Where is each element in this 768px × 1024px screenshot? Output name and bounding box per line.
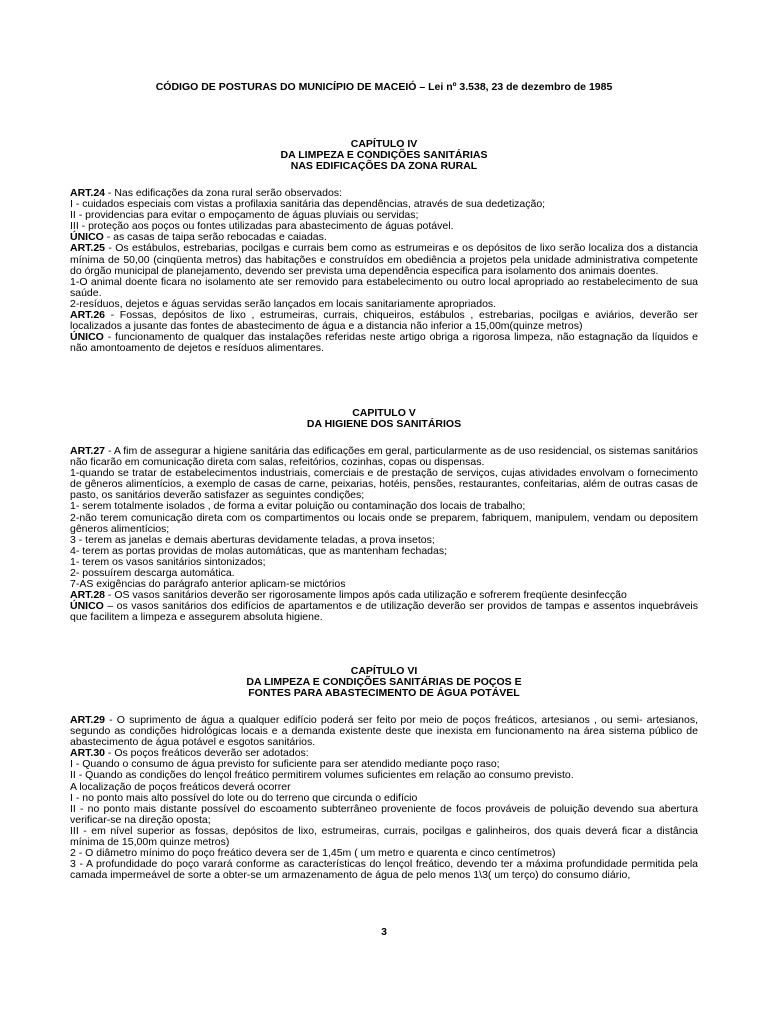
paragraph [70,310,698,332]
paragraph-text: - Os poços freáticos deverão ser adotados: [105,747,309,760]
paragraph-text: II - no ponto mais distante possível do escoamento subterrâneo proveniente de focos prováveis de poluição devendo sua abertura verificar-se na direção oposta; [70,802,698,826]
paragraph-text: 3 - terem as janelas e demais aberturas devidamente teladas, a prova insetos; [70,533,435,546]
chapter-iv-body [70,188,698,354]
paragraph-text: III - proteção aos poços ou fontes utilizadas para abastecimento de águas potável. [70,220,454,233]
paragraph-text: 2-resíduos, dejetos e águas servidas serão lançados em locais sanitariamente apropriados. [70,297,497,310]
paragraph [70,243,698,276]
document-title: CÓDIGO DE POSTURAS DO MUNICÍPIO DE MACEIÓ – Lei nº 3.538, 23 de dezembro de 1985 [155,81,613,93]
paragraph-text: I - no ponto mais alto possível do lote ou do terreno que circunda o edifício [70,791,418,804]
paragraph [70,513,698,535]
article-label: ART.26 [70,309,106,322]
paragraph-text: 3 - A profundidade do poço varará conforme as características do lençol freático, devendo ter a máxima profundidade permitida pela camada impermeável de sorte a obter-se um armazenamento de água de pelo menos 1\3( um terço) do consumo diário, [70,858,698,882]
chapter-heading-line: NAS EDIFICAÇÕES DA ZONA RURAL [290,160,478,173]
paragraph-text: 7-AS exigências do parágrafo anterior aplicam-se mictórios [70,578,346,591]
article-label: ART.30 [70,747,106,760]
paragraph-text: - O suprimento de água a qualquer edifício poderá ser feito por meio de poços freáticos, artesianos , ou semi- artesianos, segundo as condições hidrológicas locais e a demanda existente deste que inexista em funcionamento na área sistema público de abastecimento de água potável e esgotos sanitários. [70,714,698,749]
paragraph-text: 2 - O diâmetro mínimo do poço freático devera ser de 1,45m ( um metro e quarenta e cinco centímetros) [70,847,556,860]
article-label: ÚNICO [70,331,104,344]
chapter-heading-line: CAPITULO V [352,407,416,419]
paragraph-text: - Fossas, depósitos de lixo , estrumeiras, currais, chiqueiros, estábulos , estrebarias, pocilgas e aviários, deverão ser localizados a jusante das fontes de abastecimento de água e a distancia não inferior a 15,00m(quinze metros) [70,309,698,333]
paragraph-text: III - em nível superior as fossas, depósitos de lixo, estrumeiras, currais, pocilgas e galinheiros, dos quais deverá ficar a distância mínima de 15,00m quinze metros) [70,824,698,849]
chapter-heading-line: CAPÍTULO IV [350,138,418,150]
page-number: 3 [381,926,387,938]
chapter-iv-heading [60,139,708,172]
paragraph-text: II - Quando as condições do lençol freático permitirem volumes suficientes em relação ao consumo previsto. [70,769,574,782]
paragraph [70,601,698,623]
chapter-heading-line: DA LIMPEZA E CONDIÇÕES SANITÁRIAS [280,149,488,162]
paragraph-text: – os vasos sanitários dos edifícios de apartamentos e de utilização deverão ser providos de tampas e assentos inquebráveis que facilitem a limpeza e assegurem absoluta higiene. [70,600,698,624]
paragraph-text: - A fim de assegurar a higiene sanitária das edificações em geral, particularmente as de uso residencial, os sistemas sanitários não ficarão em comunicação direta com salas, refeitórios, cozinhas, copas ou dispensas. [70,445,698,469]
paragraph [70,859,698,881]
paragraph-text: 1-O animal doente ficara no isolamento ate ser removido para estabelecimento ou outro local apropriado ao restabelecimento de sua saúde. [70,275,698,299]
paragraph-text: 1- serem totalmente isolados , de forma a evitar poluição ou contaminação dos locais de trabalho; [70,500,526,513]
paragraph [70,277,698,299]
chapter-heading-line: DA HIGIENE DOS SANITÁRIOS [306,418,462,431]
paragraph-text: - funcionamento de qualquer das instalações referidas neste artigo obriga a rigorosa limpeza, não estagnação da líquidos e não amontoamento de dejetos e resíduos alimentares. [70,331,698,355]
chapter-vi-heading [60,666,708,699]
paragraph [70,826,698,848]
article-label: ART.24 [70,187,106,199]
paragraph-text: - OS vasos sanitários deverão ser rigorosamente limpos após cada utilização e sofrerem freqüente desinfecção [105,589,627,602]
paragraph [70,804,698,826]
article-label: ÚNICO [70,231,104,244]
paragraph [70,715,698,748]
chapter-heading-line: CAPÍTULO VI [350,665,418,677]
chapter-vi-body [70,715,698,881]
paragraph [70,468,698,501]
paragraph-text: 1- terem os vasos sanitários sintonizados; [70,555,266,568]
chapter-v-body [70,446,698,624]
chapter-v-heading [60,408,708,430]
paragraph-text: I - cuidados especiais com vistas a profilaxia sanitária das dependências, através de sua dedetização; [70,198,546,211]
article-label: ÚNICO [70,600,104,613]
paragraph-text: - Nas edificações da zona rural serão observados: [105,187,342,199]
paragraph-text: 4- terem as portas providas de molas automáticas, que as mantenham fechadas; [70,544,448,557]
paragraph-text: 2-não terem comunicação direta com os compartimentos ou locais onde se preparem, fabriquem, manipulem, vendam ou depositem gêneros alimentícios; [70,511,698,535]
article-label: ART.28 [70,589,106,602]
paragraph [70,446,698,468]
paragraph-text: A localização de poços freáticos deverá ocorrer [70,780,291,793]
paragraph-text: I - Quando o consumo de água previsto for suficiente para ser atendido mediante poço raso; [70,758,500,771]
paragraph [70,332,698,354]
chapter-heading-line: FONTES PARA ABASTECIMENTO DE ÁGUA POTÁVEL [248,687,520,700]
article-label: ART.27 [70,445,106,457]
chapter-heading-line: DA LIMPEZA E CONDIÇÕES SANITÁRIAS DE POÇOS E [246,676,522,689]
paragraph-text: - Os estábulos, estrebarias, pocilgas e currais bem como as estrumeiras e os depósitos de lixo serão localiza dos a distancia mínima de 50,00 (cinqüenta metros) das habitações e construídos em obediência a projetos pela unidade administrativa competente do órgão municipal de planejamento, devendo ser prevista uma dependência especifica para isolamento dos animais doentes. [70,242,698,277]
paragraph-text: II - providencias para evitar o empoçamento de águas pluviais ou servidas; [70,209,419,222]
article-label: ART.29 [70,714,106,726]
article-label: ART.25 [70,242,106,255]
paragraph-text: 1-quando se tratar de estabelecimentos industriais, comerciais e de prestação de serviços, cujas atividades envolvam o fornecimento de gêneros alimentícios, a exemplo de casas de carne, peixarias, hotéis, pensões, restaurantes, confeitarias, além de outras casas de pasto, os sanitários deverão satisfazer as seguintes condições; [70,467,698,502]
paragraph-text: - as casas de taipa serão rebocadas e caiadas. [103,231,327,244]
paragraph-text: 2- possuírem descarga automática. [70,567,235,580]
